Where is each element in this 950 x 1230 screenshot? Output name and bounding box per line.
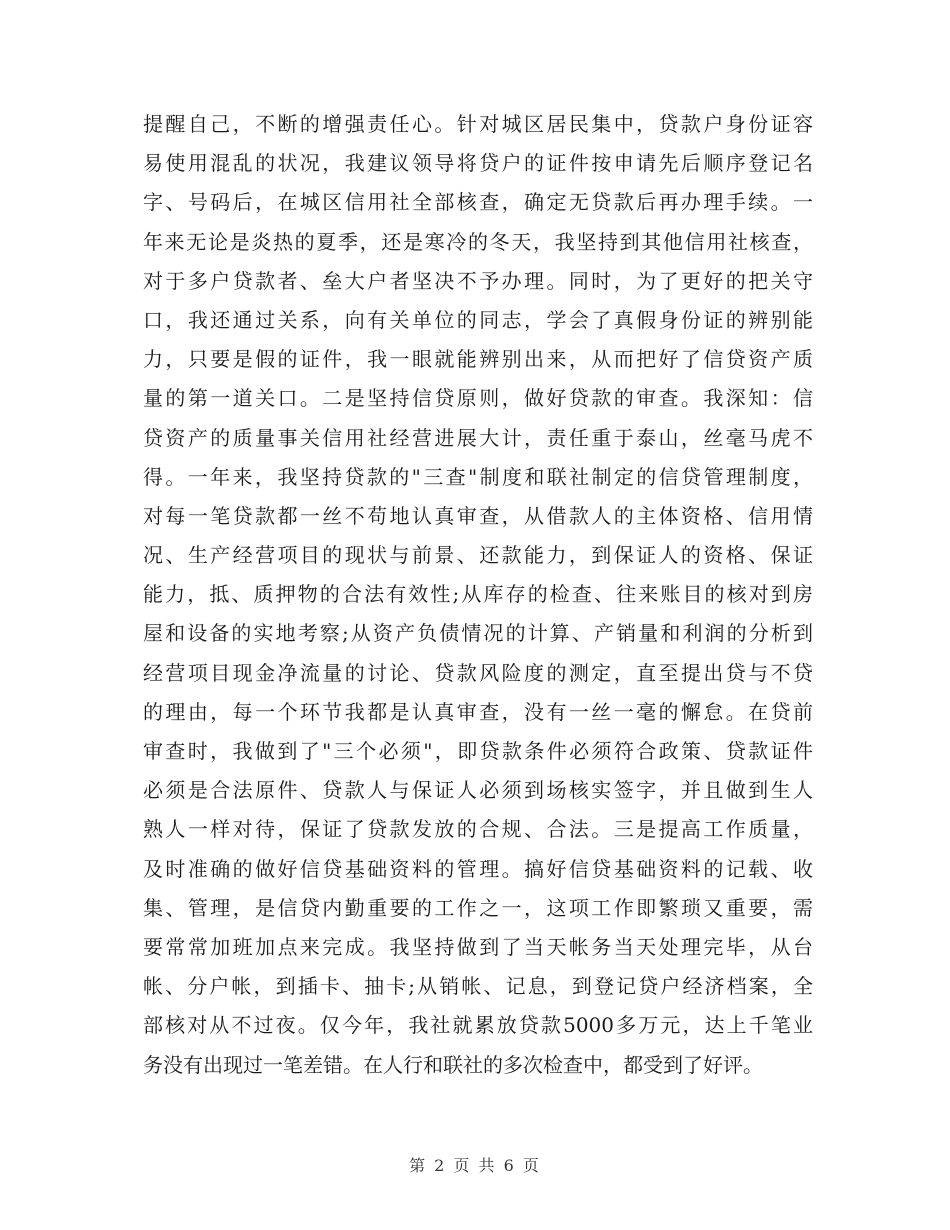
text-line: 屋和设备的实地考察;从资产负债情况的计算、产销量和利润的分析到 — [143, 621, 813, 646]
text-line: 审查时，我做到了"三个必须"，即贷款条件必须符合政策、贷款证件 — [143, 739, 813, 763]
text-line: 易使用混乱的状况，我建议领导将贷户的证件按申请先后顺序登记名 — [143, 151, 813, 176]
text-line: 量的第一道关口。二是坚持信贷原则，做好贷款的审查。我深知：信 — [143, 386, 813, 411]
text-line: 况、生产经营项目的现状与前景、还款能力，到保证人的资格、保证 — [143, 543, 813, 568]
text-line: 及时准确的做好信贷基础资料的管理。搞好信贷基础资料的记载、收 — [143, 856, 813, 881]
body-text — [143, 105, 813, 1085]
text-line: 务没有出现过一笔差错。在人行和联社的多次检查中，都受到了好评。 — [143, 1052, 763, 1077]
text-line: 集、管理，是信贷内勤重要的工作之一，这项工作即繁琐又重要，需 — [143, 895, 813, 920]
text-line: 必须是合法原件、贷款人与保证人必须到场核实签字，并且做到生人 — [143, 778, 813, 803]
text-line: 对于多户贷款者、垒大户者坚决不予办理。同时，为了更好的把关守 — [143, 268, 813, 293]
text-line: 熟人一样对待，保证了贷款发放的合规、合法。三是提高工作质量， — [143, 817, 813, 842]
page-number-footer: 第 2 页 共 6 页 — [409, 1156, 541, 1175]
text-line: 要常常加班加点来完成。我坚持做到了当天帐务当天处理完毕，从台 — [143, 934, 813, 959]
text-line: 提醒自己，不断的增强责任心。针对城区居民集中，贷款户身份证容 — [143, 112, 813, 136]
text-line: 贷资产的质量事关信用社经营进展大计，责任重于泰山，丝毫马虎不 — [143, 425, 813, 450]
text-line: 口，我还通过关系，向有关单位的同志，学会了真假身份证的辨别能 — [143, 307, 813, 332]
text-line: 帐、分户帐，到插卡、抽卡;从销帐、记息，到登记贷户经济档案，全 — [143, 974, 813, 999]
text-line: 年来无论是炎热的夏季，还是寒冷的冬天，我坚持到其他信用社核查， — [143, 229, 813, 254]
text-line: 字、号码后，在城区信用社全部核查，确定无贷款后再办理手续。一 — [143, 190, 813, 215]
text-line: 经营项目现金净流量的讨论、贷款风险度的测定，直至提出贷与不贷 — [143, 660, 813, 685]
text-line: 能力，抵、质押物的合法有效性;从库存的检查、往来账目的核对到房 — [143, 582, 813, 607]
text-line: 对每一笔贷款都一丝不苟地认真审查，从借款人的主体资格、信用情 — [143, 503, 813, 528]
text-line: 得。一年来，我坚持贷款的"三查"制度和联社制定的信贷管理制度， — [143, 464, 813, 489]
text-line: 的理由，每一个环节我都是认真审查，没有一丝一毫的懈怠。在贷前 — [143, 699, 813, 724]
text-line: 部核对从不过夜。仅今年，我社就累放贷款5000多万元，达上千笔业 — [143, 1013, 813, 1038]
text-line: 力，只要是假的证件，我一眼就能辨别出来，从而把好了信贷资产质 — [143, 347, 813, 372]
